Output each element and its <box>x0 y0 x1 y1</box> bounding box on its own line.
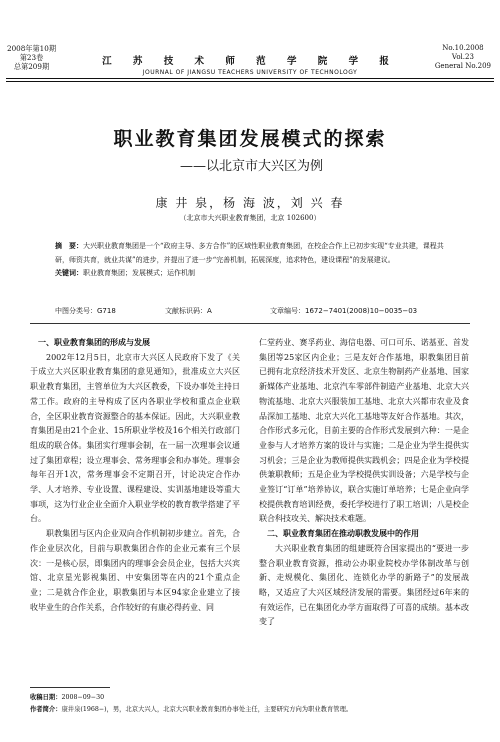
author-bio: 康井泉(1968−)，男，北京大兴人，北京大兴职业教育集团办事处主任，主要研究方向为职业教育管理。 <box>61 706 353 713</box>
issue-info-right <box>435 44 491 72</box>
keywords-text: 职业教育集团；发展模式；运作机制 <box>83 269 195 277</box>
footnote-author <box>30 705 470 715</box>
received-date: 2008−09−30 <box>61 694 105 701</box>
section-divider <box>30 323 470 324</box>
journal-title-en: JOURNAL OF JIANGSU TEACHERS UNIVERSITY OF TECHNOLOGY <box>142 69 358 76</box>
journal-title-cn: 江 苏 技 术 师 范 学 院 学 报 <box>102 56 398 67</box>
issue-volume: 第23卷 <box>19 53 44 63</box>
issue-no-en: No.10.2008 <box>442 44 484 52</box>
header-rule-thin <box>6 81 494 82</box>
paper-title: 职业教育集团发展模式的探索 <box>113 128 387 150</box>
section-heading-1: 一、职业教育集团的形成与发展 <box>38 338 150 347</box>
issue-vol-en: Vol.23 <box>451 53 474 62</box>
paper-subtitle: ——以北京市大兴区为例 <box>180 159 324 174</box>
body-column-right <box>259 336 469 630</box>
header-rule-thick <box>6 78 494 79</box>
journal-title-block <box>0 53 500 76</box>
issue-general-en: General No.209 <box>434 62 491 71</box>
footnote-rule <box>30 687 110 688</box>
journal-header <box>0 0 500 88</box>
section-heading-2: 二、职业教育集团在推动职教发展中的作用 <box>267 529 419 539</box>
clc-number: 中图分类号：G718 <box>55 307 116 315</box>
body-paragraph: 2002年12月5日，北京市大兴区人民政府下发了《关于成立大兴区职业教育集团的意见通知》，批准成立大兴区职业教育集团，主管单位为大兴区教委，下设办事处主持日常工作。政府的主导构成了区内各职业学校和重点企业联合，全区职业教育资源整合的基本保证。因此，大兴职业教育集团是由21个企业、15所职业学校及16个相关行政部门组成的联合体。集团实行理事会制，在一届一次理事会议通过了集团章程；设立理事会、常务理事会和办事处。理事会每年召开1次，常务理事会不定期召开，讨论决定合作办学、人才培养、专业设置、课程建设、实训基地建设等重大事项，这为行业企业全面介入职业学校的教育教学搭建了平台。 <box>30 352 240 524</box>
author-bio-label: 作者简介： <box>30 706 62 713</box>
body-column-left <box>30 336 240 615</box>
article-number: 文章编号：1672−7401(2008)10−0035−03 <box>270 307 418 315</box>
received-label: 收稿日期： <box>30 694 62 701</box>
abstract-label: 摘 要： <box>55 242 83 250</box>
classification-line <box>55 306 475 316</box>
body-paragraph: 大兴职业教育集团的组建既符合国家提出的“要进一步整合职业教育资源，推动公办职业院校办学体制改革与创新、走规模化、集团化、连锁化办学的新路子”的发展战略，又适应了大兴区域经济发展的需要。集团经过6年来的有效运作，已在集团化办学方面取得了可喜的成绩。基本改变了 <box>259 543 469 627</box>
keywords <box>55 267 445 281</box>
issue-year: 2008年第10期 <box>7 44 57 53</box>
document-code: 文献标识码：A <box>165 307 212 315</box>
issue-general: 总第209期 <box>13 62 50 72</box>
abstract-text: 大兴职业教育集团是一个“政府主导、多方合作”的区域性职业教育集团，在校企合作上已初步实现“专业共建，课程共研，师资共育，就业共谋”的进步，并提出了进一步“完善机制，拓展深度，追求特色，建设课程”的发展建议。 <box>55 242 444 264</box>
abstract-block <box>55 240 445 281</box>
body-paragraph: 职教集团与区内企业双向合作机制初步建立。首先，合作企业层次化，目前与职教集团合作的企业元素有三个层次：一是核心层，即集团内的理事会会员企业，包括大兴宾馆、北京星光影视集团、中安集团等在内的21个重点企业；二是就合作企业，职教集团与本区94家企业建立了接收毕业生的合作关系，合作较好的有康必得药业、同 <box>30 529 240 612</box>
author-list: 康 井 泉，杨 海 波，刘 兴 春 <box>155 196 345 210</box>
abstract <box>55 240 445 267</box>
keywords-label: 关键词： <box>55 269 83 277</box>
footnote-received <box>30 693 470 703</box>
affiliation: （北京市大兴职业教育集团，北京 102600） <box>179 214 321 222</box>
body-paragraph-continued: 仁堂药业、赛孚药业、海信电器、可口可乐、诺基亚、首发集团等25家区内企业；三是友好合作基地，职教集团目前已拥有北京经济技术开发区、北京生物制药产业基地、国家新媒体产业基地、北京汽车零部件制造产业基地、北京大兴物流基地、北京大兴服装加工基地、北京大兴都市农业及食品深加工基地、北京大兴化工基地等友好合作基地。其次，合作形式多元化，目前主要的合作形式发展到六种：一是企业参与人才培养方案的设计与实施；二是企业为学生提供实习机会；三是企业为教师提供实践机会；四是企业为学校提供兼职教师；五是企业为学校提供实训设备；六是学校与企业签订“订单”培养协议，联合实施订单培养；七是企业向学校提供教育培训经费，委托学校进行了职工培训；八是校企联合科技攻关、解决技术难题。 <box>259 338 469 524</box>
